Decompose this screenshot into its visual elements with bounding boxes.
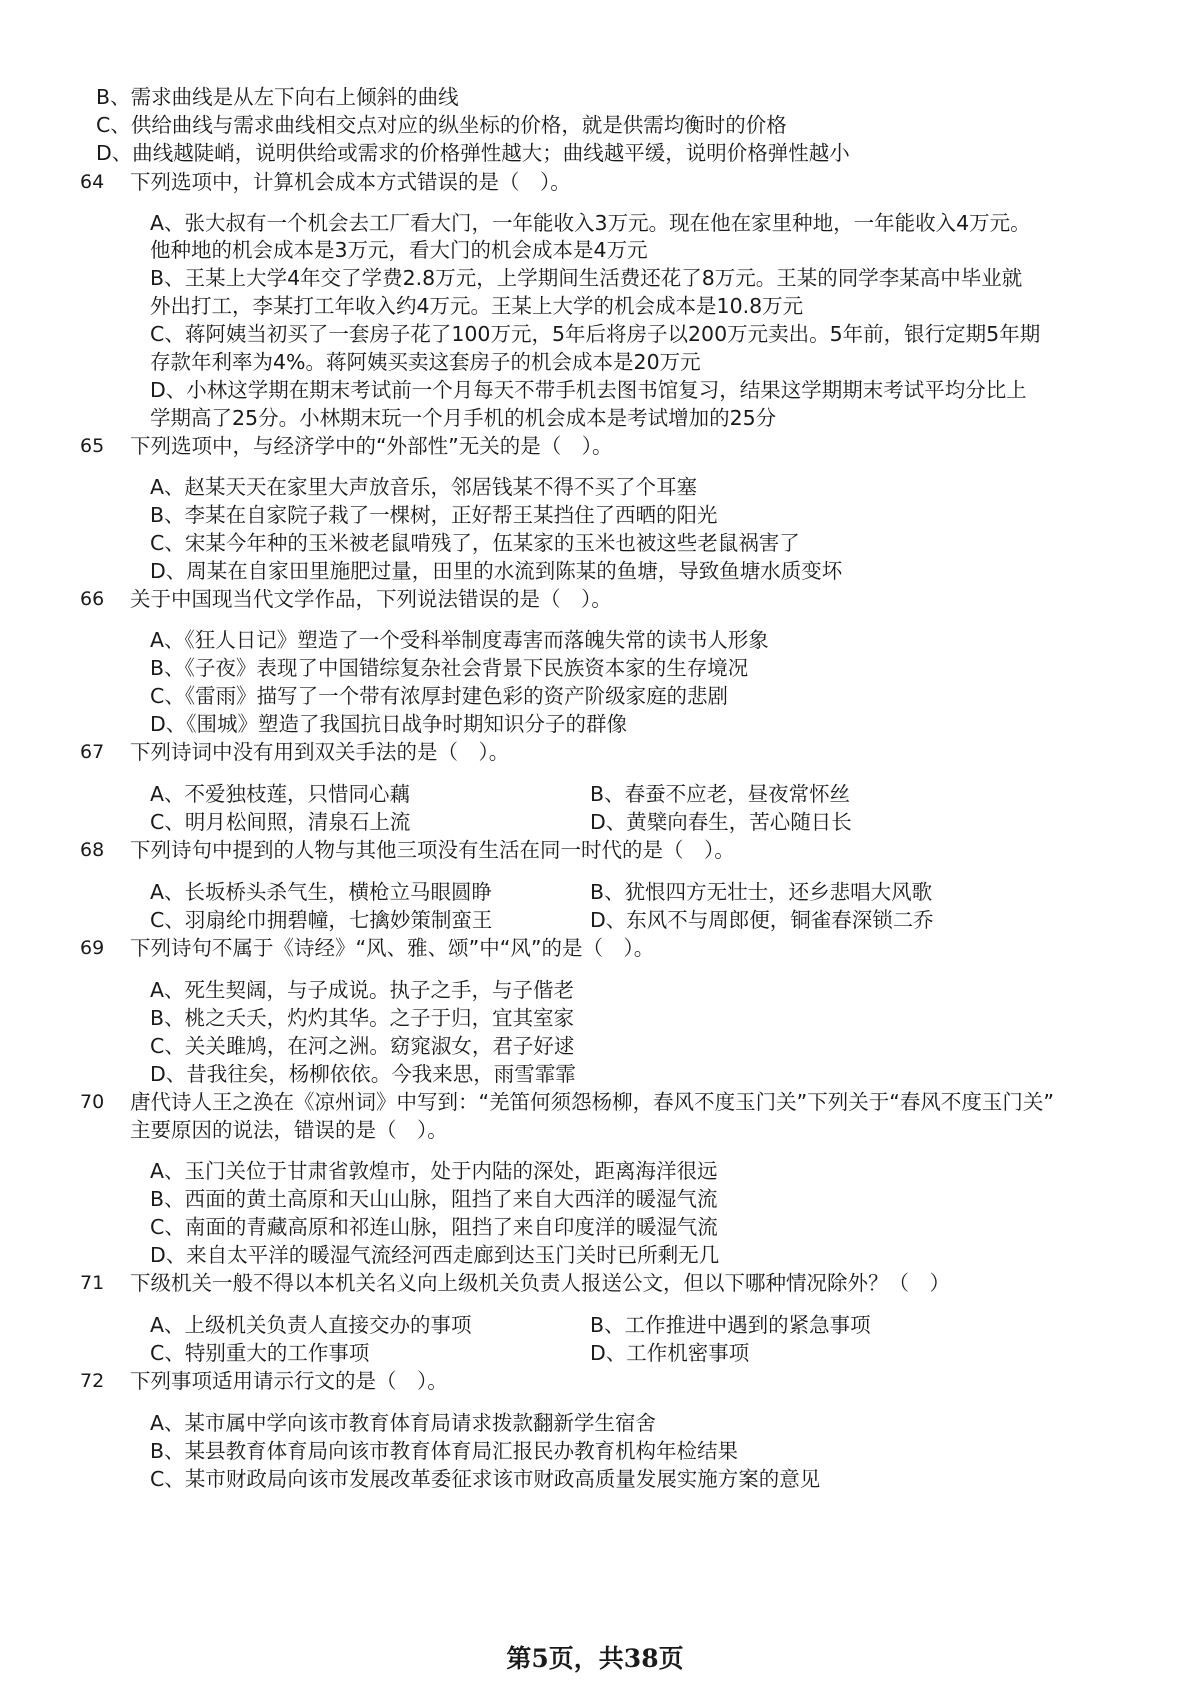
option-line: B、西面的黄土高原和天山山脉，阻挡了来自大西洋的暖湿气流 — [150, 1187, 718, 1211]
question-stem: 下列选项中，与经济学中的“外部性”无关的是（ ）。 — [130, 434, 613, 458]
option-line: B、犹恨四方无壮士，还乡悲唱大风歌 — [590, 880, 933, 904]
option-line: B、需求曲线是从左下向右上倾斜的曲线 — [96, 85, 459, 109]
option-line: D、《围城》塑造了我国抗日战争时期知识分子的群像 — [150, 712, 628, 736]
option-line: D、来自太平洋的暖湿气流经河西走廊到达玉门关时已所剩无几 — [150, 1243, 720, 1267]
option-line: C、《雷雨》描写了一个带有浓厚封建色彩的资产阶级家庭的悲剧 — [150, 684, 729, 708]
option-line: B、李某在自家院子栽了一棵树，正好帮王某挡住了西晒的阳光 — [150, 503, 718, 527]
question-stem: 下列事项适用请示行文的是（ ）。 — [130, 1369, 448, 1393]
question-number: 65 — [80, 435, 105, 457]
option-line: D、小林这学期在期末考试前一个月每天不带手机去图书馆复习，结果这学期期末考试平均分比上 — [150, 378, 1027, 402]
option-line: C、南面的青藏高原和祁连山脉，阻挡了来自印度洋的暖湿气流 — [150, 1215, 718, 1239]
option-line: B、春蚕不应老，昼夜常怀丝 — [590, 782, 851, 806]
option-line: A、《狂人日记》塑造了一个受科举制度毒害而落魄失常的读书人形象 — [150, 628, 769, 652]
question-number: 69 — [80, 937, 105, 959]
option-line: C、某市财政局向该市发展改革委征求该市财政高质量发展实施方案的意见 — [150, 1467, 821, 1491]
option-line: C、特别重大的工作事项 — [150, 1341, 370, 1365]
option-line: B、《子夜》表现了中国错综复杂社会背景下民族资本家的生存境况 — [150, 656, 749, 680]
question-stem: 下级机关一般不得以本机关名义向上级机关负责人报送公文，但以下哪种情况除外？（ ） — [130, 1271, 950, 1295]
option-line: 学期高了25分。小林期末玩一个月手机的机会成本是考试增加的25分 — [150, 406, 777, 430]
option-line: A、张大叔有一个机会去工厂看大门，一年能收入3万元。现在他在家里种地，一年能收入4万元。 — [150, 211, 1031, 235]
question-stem: 主要原因的说法，错误的是（ ）。 — [130, 1118, 448, 1142]
option-line: D、昔我往矣，杨柳依依。今我来思，雨雪霏霏 — [150, 1062, 576, 1086]
option-line: A、某市属中学向该市教育体育局请求拨款翻新学生宿舍 — [150, 1411, 657, 1435]
option-line: D、东风不与周郎便，铜雀春深锁二乔 — [590, 908, 934, 932]
question-stem: 下列诗句中提到的人物与其他三项没有生活在同一时代的是（ ）。 — [130, 838, 735, 862]
question-stem: 唐代诗人王之涣在《凉州词》中写到：“羌笛何须怨杨柳，春风不度玉门关”下列关于“春风不度玉门关” — [130, 1090, 1054, 1114]
question-number: 72 — [80, 1370, 105, 1392]
option-line: D、黄檗向春生，苦心随日长 — [590, 810, 852, 834]
question-number: 71 — [80, 1272, 105, 1294]
question-number: 66 — [80, 588, 105, 610]
option-line: 存款年利率为4%。蒋阿姨买卖这套房子的机会成本是20万元 — [150, 350, 701, 374]
option-line: A、长坂桥头杀气生，横枪立马眼圆睁 — [150, 880, 493, 904]
question-stem: 下列诗句不属于《诗经》“风、雅、颂”中“风”的是（ ）。 — [130, 936, 655, 960]
option-line: C、供给曲线与需求曲线相交点对应的纵坐标的价格，就是供需均衡时的价格 — [96, 113, 787, 137]
question-number: 67 — [80, 741, 105, 763]
option-line: C、关关雎鸠，在河之洲。窈窕淑女，君子好逑 — [150, 1034, 575, 1058]
option-line: A、上级机关负责人直接交办的事项 — [150, 1313, 472, 1337]
page-footer: 第5页，共38页 — [506, 1644, 684, 1673]
option-line: C、宋某今年种的玉米被老鼠啃残了，伍某家的玉米也被这些老鼠祸害了 — [150, 531, 800, 555]
option-line: A、赵某天天在家里大声放音乐，邻居钱某不得不买了个耳塞 — [150, 475, 698, 499]
option-line: C、蒋阿姨当初买了一套房子花了100万元，5年后将房子以200万元卖出。5年前，银行定期5年期 — [150, 322, 1041, 346]
option-line: B、桃之夭夭，灼灼其华。之子于归，宜其室家 — [150, 1006, 575, 1030]
question-stem: 下列选项中，计算机会成本方式错误的是（ ）。 — [130, 170, 571, 194]
option-line: A、不爱独枝莲，只惜同心藕 — [150, 782, 411, 806]
option-line: 外出打工，李某打工年收入约4万元。王某上大学的机会成本是10.8万元 — [150, 294, 804, 318]
question-stem: 下列诗词中没有用到双关手法的是（ ）。 — [130, 740, 510, 764]
option-line: B、王某上大学4年交了学费2.8万元，上学期间生活费还花了8万元。王某的同学李某高中毕业就 — [150, 266, 1023, 290]
option-line: 他种地的机会成本是3万元，看大门的机会成本是4万元 — [150, 238, 648, 262]
option-line: D、曲线越陡峭，说明供给或需求的价格弹性越大；曲线越平缓，说明价格弹性越小 — [96, 141, 850, 165]
option-line: C、羽扇纶巾拥碧幢，七擒妙策制蛮王 — [150, 908, 493, 932]
option-line: B、工作推进中遇到的紧急事项 — [590, 1313, 871, 1337]
option-line: C、明月松间照，清泉石上流 — [150, 810, 411, 834]
option-line: A、玉门关位于甘肃省敦煌市，处于内陆的深处，距离海洋很远 — [150, 1159, 718, 1183]
question-stem: 关于中国现当代文学作品，下列说法错误的是（ ）。 — [130, 587, 612, 611]
question-number: 70 — [80, 1091, 105, 1113]
option-line: D、工作机密事项 — [590, 1341, 750, 1365]
option-line: A、死生契阔，与子成说。执子之手，与子偕老 — [150, 978, 575, 1002]
question-number: 64 — [80, 171, 105, 193]
question-number: 68 — [80, 839, 105, 861]
option-line: B、某县教育体育局向该市教育体育局汇报民办教育机构年检结果 — [150, 1439, 739, 1463]
option-line: D、周某在自家田里施肥过量，田里的水流到陈某的鱼塘，导致鱼塘水质变坏 — [150, 559, 843, 583]
